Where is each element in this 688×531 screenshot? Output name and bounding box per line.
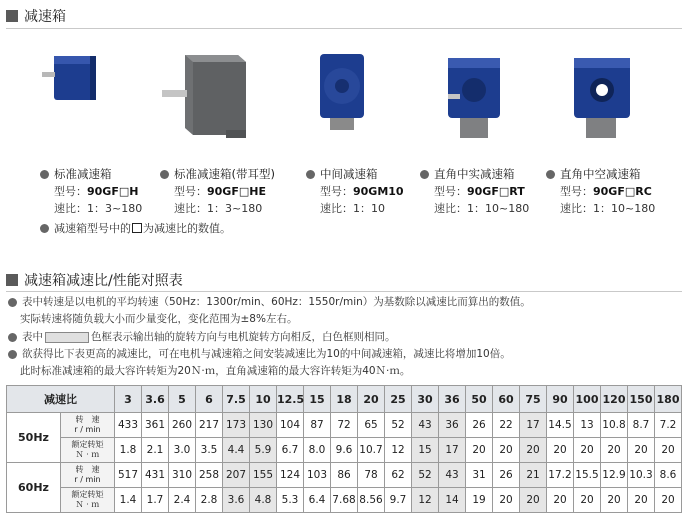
model-value: 90GF□RT — [467, 185, 525, 198]
value-cell: 19 — [466, 488, 493, 513]
model-label: 型号： — [434, 185, 467, 198]
ratio-header-cell: 100 — [574, 386, 601, 413]
model-label: 型号： — [174, 185, 207, 198]
bullet-icon — [8, 298, 17, 307]
value-cell: 72 — [331, 413, 358, 438]
product-image-standard — [40, 50, 110, 105]
value-cell: 12 — [412, 488, 439, 513]
bullet-icon — [420, 170, 429, 179]
value-cell: 20 — [601, 438, 628, 463]
value-cell: 124 — [277, 463, 304, 488]
value-cell: 431 — [142, 463, 169, 488]
model-value: 90GF□RC — [593, 185, 652, 198]
value-cell: 10.7 — [358, 438, 385, 463]
value-cell: 207 — [223, 463, 250, 488]
ratio-header-cell: 30 — [412, 386, 439, 413]
value-cell: 260 — [169, 413, 196, 438]
ratio-header-cell: 6 — [196, 386, 223, 413]
product-caption — [306, 166, 404, 217]
bullet-icon — [8, 350, 17, 359]
value-cell: 22 — [493, 413, 520, 438]
value-cell: 258 — [196, 463, 223, 488]
ratio-value: 1：10~180 — [593, 202, 656, 215]
value-cell: 130 — [250, 413, 277, 438]
ratio-header-cell: 180 — [655, 386, 682, 413]
model-note — [40, 220, 231, 236]
ratio-header-cell: 36 — [439, 386, 466, 413]
frequency-cell: 60Hz — [7, 463, 61, 513]
row-label-cell: 转 速 r / min — [61, 463, 115, 488]
value-cell: 20 — [574, 438, 601, 463]
value-cell: 36 — [439, 413, 466, 438]
value-cell: 2.8 — [196, 488, 223, 513]
value-cell: 1.8 — [115, 438, 142, 463]
value-cell: 20 — [466, 438, 493, 463]
product-name: 标准减速箱(带耳型) — [174, 167, 275, 181]
value-cell: 20 — [493, 438, 520, 463]
bullet-icon — [8, 333, 17, 342]
model-label: 型号： — [320, 185, 353, 198]
value-cell: 8.0 — [304, 438, 331, 463]
value-cell: 3.6 — [223, 488, 250, 513]
value-cell: 8.6 — [655, 463, 682, 488]
product-image-right-angle-hollow — [570, 50, 640, 145]
ratio-value: 1：10~180 — [467, 202, 530, 215]
value-cell: 14.5 — [547, 413, 574, 438]
value-cell: 1.7 — [142, 488, 169, 513]
ratio-header-cell: 7.5 — [223, 386, 250, 413]
value-cell: 62 — [385, 463, 412, 488]
value-cell: 4.8 — [250, 488, 277, 513]
product-caption — [160, 166, 275, 217]
model-value: 90GM10 — [353, 185, 404, 198]
value-cell: 12.9 — [601, 463, 628, 488]
value-cell: 20 — [601, 488, 628, 513]
section-title-ratio-table — [6, 270, 183, 290]
section-title-text: 减速箱减速比/性能对照表 — [24, 273, 183, 289]
ratio-header-cell: 20 — [358, 386, 385, 413]
value-cell: 20 — [655, 438, 682, 463]
ratio-header-cell: 150 — [628, 386, 655, 413]
product-caption — [40, 166, 142, 217]
value-cell: 517 — [115, 463, 142, 488]
value-cell: 10.8 — [601, 413, 628, 438]
note-line — [20, 311, 297, 327]
value-cell: 6.7 — [277, 438, 304, 463]
divider — [6, 28, 682, 29]
value-cell: 7.2 — [655, 413, 682, 438]
value-cell: 78 — [358, 463, 385, 488]
value-cell: 43 — [439, 463, 466, 488]
ratio-header-cell: 120 — [601, 386, 628, 413]
table-row — [7, 488, 682, 513]
value-cell: 20 — [655, 488, 682, 513]
value-cell: 20 — [520, 438, 547, 463]
value-cell: 10.3 — [628, 463, 655, 488]
value-cell: 173 — [223, 413, 250, 438]
value-cell: 14 — [439, 488, 466, 513]
note-text: 实际转速将随负载大小而少量变化，变化范围为±8%左右。 — [20, 313, 298, 325]
value-cell: 5.9 — [250, 438, 277, 463]
product-caption — [420, 166, 529, 217]
value-cell: 8.7 — [628, 413, 655, 438]
ratio-value: 1：3~180 — [207, 202, 263, 215]
value-cell: 8.56 — [358, 488, 385, 513]
ratio-label: 速比： — [174, 202, 207, 215]
value-cell: 217 — [196, 413, 223, 438]
model-label: 型号： — [560, 185, 593, 198]
bullet-icon — [160, 170, 169, 179]
ratio-header-cell: 60 — [493, 386, 520, 413]
note-text: 为减速比的数值。 — [143, 222, 231, 235]
table-header-label: 减速比 — [7, 386, 115, 413]
note-text: 欲获得比下表更高的减速比，可在电机与减速箱之间安装减速比为10的中间减速箱，减速比将增加10倍。 — [22, 348, 511, 360]
value-cell: 103 — [304, 463, 331, 488]
value-cell: 20 — [493, 488, 520, 513]
product-image-intermediate — [312, 50, 372, 135]
ratio-header-cell: 15 — [304, 386, 331, 413]
bullet-icon — [546, 170, 555, 179]
ratio-value: 1：10 — [353, 202, 385, 215]
frequency-cell: 50Hz — [7, 413, 61, 463]
divider — [6, 291, 682, 292]
value-cell: 5.3 — [277, 488, 304, 513]
value-cell: 12 — [385, 438, 412, 463]
value-cell: 4.4 — [223, 438, 250, 463]
ratio-label: 速比： — [560, 202, 593, 215]
value-cell: 17 — [439, 438, 466, 463]
row-label-cell: 额定转矩 Ｎ · ｍ — [61, 488, 115, 513]
bullet-icon — [306, 170, 315, 179]
note-text: 此时标准减速箱的最大容许转矩为20Ｎ·ｍ，直角减速箱的最大容许转矩为40Ｎ·ｍ。 — [20, 365, 411, 377]
value-cell: 7.68 — [331, 488, 358, 513]
ratio-label: 速比： — [54, 202, 87, 215]
value-cell: 9.7 — [385, 488, 412, 513]
value-cell: 20 — [574, 488, 601, 513]
value-cell: 31 — [466, 463, 493, 488]
ratio-header-cell: 3 — [115, 386, 142, 413]
square-icon — [6, 274, 18, 286]
product-name: 直角中实减速箱 — [434, 167, 515, 181]
value-cell: 26 — [493, 463, 520, 488]
value-cell: 20 — [628, 488, 655, 513]
model-label: 型号： — [54, 185, 87, 198]
ratio-header-cell: 25 — [385, 386, 412, 413]
value-cell: 3.0 — [169, 438, 196, 463]
value-cell: 17 — [520, 413, 547, 438]
value-cell: 43 — [412, 413, 439, 438]
note-line — [8, 294, 531, 310]
value-cell: 20 — [520, 488, 547, 513]
value-cell: 52 — [385, 413, 412, 438]
value-cell: 433 — [115, 413, 142, 438]
value-cell: 21 — [520, 463, 547, 488]
table-header-row — [7, 386, 682, 413]
value-cell: 3.5 — [196, 438, 223, 463]
ratio-value: 1：3~180 — [87, 202, 143, 215]
square-box-icon — [132, 223, 142, 233]
value-cell: 310 — [169, 463, 196, 488]
ratio-header-cell: 3.6 — [142, 386, 169, 413]
bullet-icon — [40, 170, 49, 179]
ratio-label: 速比： — [320, 202, 353, 215]
value-cell: 13 — [574, 413, 601, 438]
note-text: 色框表示输出轴的旋转方向与电机旋转方向相反，白色框则相同。 — [91, 331, 396, 343]
note-line — [8, 346, 511, 362]
product-caption — [546, 166, 655, 217]
value-cell: 26 — [466, 413, 493, 438]
value-cell: 1.4 — [115, 488, 142, 513]
value-cell: 20 — [547, 438, 574, 463]
ratio-header-cell: 12.5 — [277, 386, 304, 413]
value-cell: 20 — [628, 438, 655, 463]
product-name: 中间减速箱 — [320, 167, 378, 181]
ratio-header-cell: 18 — [331, 386, 358, 413]
value-cell: 15 — [412, 438, 439, 463]
model-value: 90GF□HE — [207, 185, 266, 198]
note-text: 表中 — [22, 331, 43, 343]
note-text: 减速箱型号中的 — [54, 222, 131, 235]
section-title-text: 减速箱 — [24, 9, 66, 25]
note-line — [20, 363, 410, 379]
value-cell: 361 — [142, 413, 169, 438]
value-cell: 87 — [304, 413, 331, 438]
value-cell: 20 — [547, 488, 574, 513]
table-row — [7, 438, 682, 463]
model-value: 90GF□H — [87, 185, 139, 198]
gray-box-icon — [45, 332, 89, 343]
value-cell: 155 — [250, 463, 277, 488]
ratio-header-cell: 10 — [250, 386, 277, 413]
product-image-right-angle-solid — [440, 50, 510, 145]
ratio-performance-table — [6, 385, 682, 513]
value-cell: 104 — [277, 413, 304, 438]
row-label-cell: 额定转矩 Ｎ · ｍ — [61, 438, 115, 463]
row-label-cell: 转 速 r / min — [61, 413, 115, 438]
value-cell: 65 — [358, 413, 385, 438]
ratio-header-cell: 5 — [169, 386, 196, 413]
ratio-label: 速比： — [434, 202, 467, 215]
ratio-header-cell: 90 — [547, 386, 574, 413]
value-cell: 6.4 — [304, 488, 331, 513]
product-name: 标准减速箱 — [54, 167, 112, 181]
note-line — [8, 329, 396, 345]
ratio-header-cell: 75 — [520, 386, 547, 413]
bullet-icon — [40, 224, 49, 233]
value-cell: 86 — [331, 463, 358, 488]
value-cell: 2.4 — [169, 488, 196, 513]
value-cell: 9.6 — [331, 438, 358, 463]
product-image-standard-eared — [160, 50, 250, 145]
value-cell: 17.2 — [547, 463, 574, 488]
value-cell: 15.5 — [574, 463, 601, 488]
product-name: 直角中空减速箱 — [560, 167, 641, 181]
note-text: 表中转速是以电机的平均转速（50Hz：1300r/min、60Hz：1550r/min）为基数除以减速比而算出的数值。 — [22, 296, 531, 308]
value-cell: 52 — [412, 463, 439, 488]
ratio-header-cell: 50 — [466, 386, 493, 413]
table-row — [7, 413, 682, 438]
table-row — [7, 463, 682, 488]
square-icon — [6, 10, 18, 22]
section-title-gearbox — [6, 6, 66, 26]
value-cell: 2.1 — [142, 438, 169, 463]
